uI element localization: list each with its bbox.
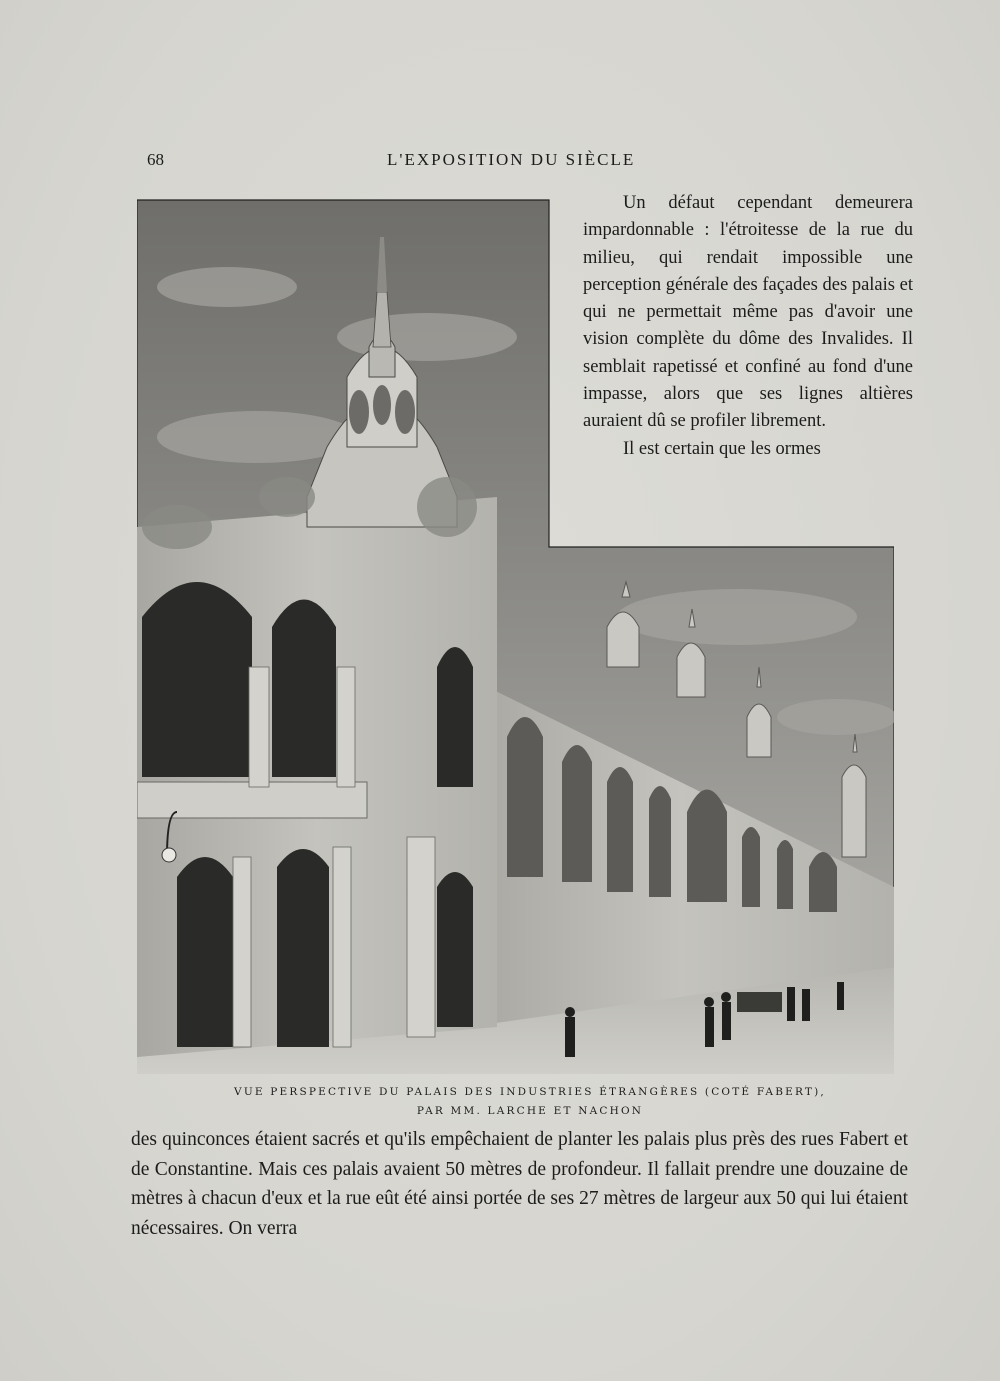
caption-line-2: PAR MM. LARCHE ET NACHON xyxy=(416,1105,644,1117)
running-title: L'EXPOSITION DU SIÈCLE xyxy=(387,150,636,169)
column-text xyxy=(583,190,913,463)
column-paragraph-1: Un défaut cependant demeurera impardonnable : l'étroitesse de la rue du milieu, qui rendait impossible une perception générale des façades des palais et qui ne permettait même pas d'avoir une vision complète du dôme des Invalides. Il semblait rapetissé et confiné au fond d'une impasse, alors que ses lignes altières auraient dû se profiler librement. xyxy=(583,193,913,432)
body-paragraph: des quinconces étaient sacrés et qu'ils empêchaient de planter les palais plus près des rues Fabert et de Constantine. Mais ces palais avaient 50 mètres de profondeur. Il fallait prendre une douzaine de mètres à chacun d'eux et la rue eût été ainsi portée de ses 27 mètres de largeur aux 50 qui lui étaient nécessaires. On verra xyxy=(131,1129,908,1239)
caption-line-1: VUE PERSPECTIVE DU PALAIS DES INDUSTRIES ÉTRANGÈRES (COTÉ FABERT), xyxy=(234,1086,826,1098)
photo-caption xyxy=(150,1083,910,1121)
running-head xyxy=(147,150,907,174)
column-paragraph-2: Il est certain que les ormes xyxy=(623,438,821,459)
body-text xyxy=(131,1125,908,1243)
page-number: 68 xyxy=(147,150,164,169)
